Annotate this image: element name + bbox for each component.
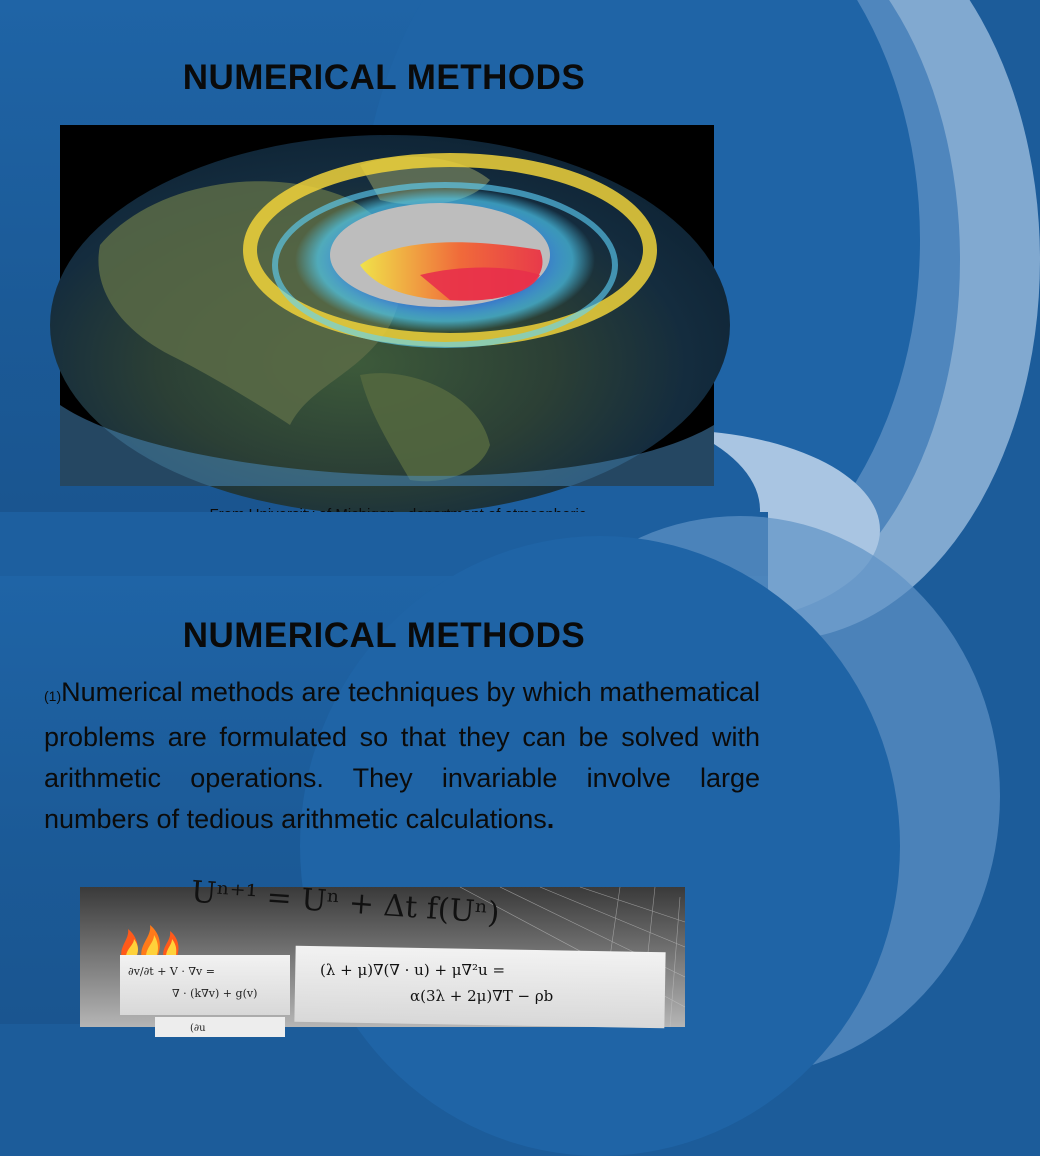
slide-title: NUMERICAL METHODS	[182, 58, 586, 97]
bottom-equation-partial: (∂u	[190, 1023, 206, 1034]
left-equation-top: ∂v/∂t + V · ∇v =	[128, 965, 215, 978]
globe-image	[60, 125, 714, 486]
slide-1	[0, 0, 768, 512]
paragraph-text: Numerical methods are techniques by which mathematical problems are formulated so that they can be solved with arithmetic operations. They invariable involve large numbers of tedious arithmetic calculations	[44, 677, 760, 834]
slide-title: NUMERICAL METHODS	[182, 616, 586, 655]
globe-illustration	[60, 125, 714, 486]
definition-paragraph	[44, 672, 760, 840]
paragraph-number: (1)	[44, 688, 62, 704]
right-equation-top: (λ + μ)∇(∇ · u) + μ∇²u =	[320, 961, 506, 979]
left-equation-bottom: ∇ · (k∇v) + g(v)	[172, 987, 258, 1000]
paragraph-end: .	[546, 804, 555, 834]
flame-icon	[121, 925, 178, 959]
bottom-equation-paper	[155, 1017, 285, 1037]
main-equation: Uⁿ⁺¹ = Uⁿ + Δt f(Uⁿ)	[189, 874, 501, 932]
equations-illustration	[80, 874, 685, 1034]
equations-image	[80, 874, 685, 1034]
slide-2	[0, 576, 768, 1034]
right-equation-bottom: α(3λ + 2μ)∇T − ρb	[410, 987, 554, 1005]
left-equation-paper	[120, 955, 290, 1015]
